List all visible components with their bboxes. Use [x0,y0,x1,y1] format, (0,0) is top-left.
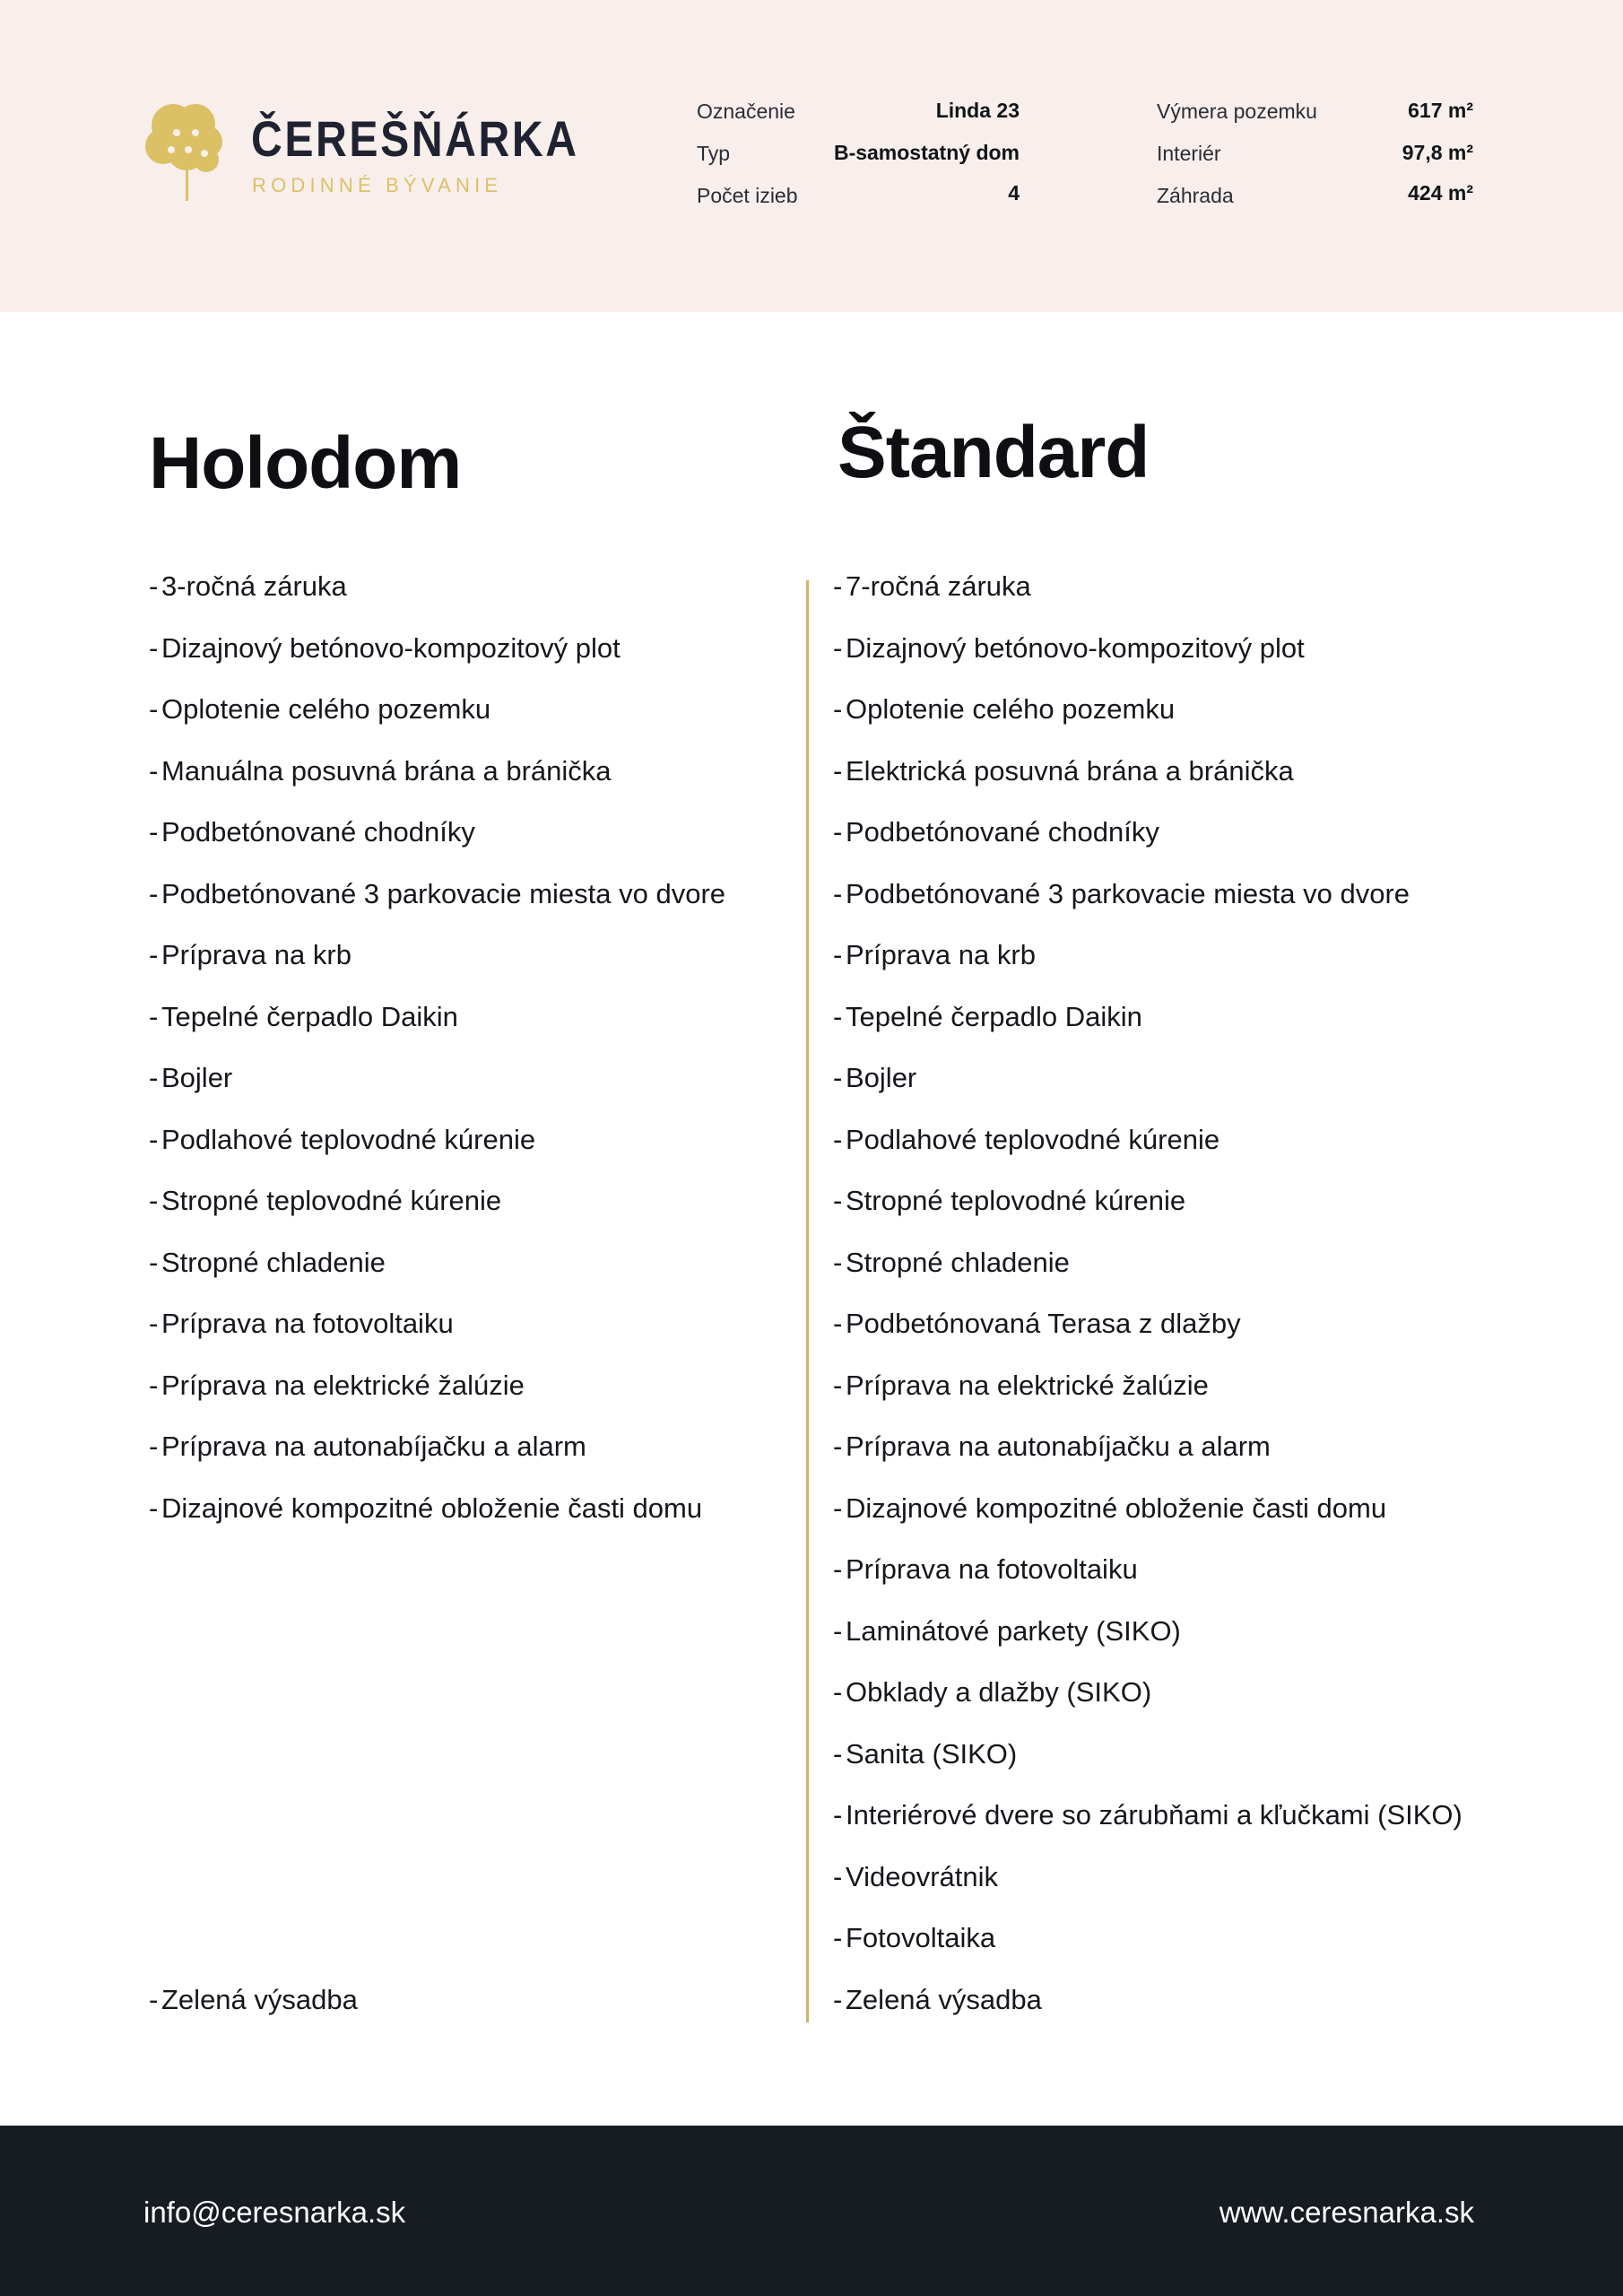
feature-list-item [833,631,1305,666]
feature-text: Interiérové dvere so zárubňami a kľučkami (SIKO) [846,1799,1462,1831]
feature-list-item [149,937,352,973]
list-dash: - [149,1431,159,1462]
feature-list-item [833,999,1142,1035]
feature-list-item [833,876,1410,912]
feature-text: Podbetónované chodníky [161,816,475,848]
feature-list-item [833,1674,1151,1710]
feature-text: Príprava na autonabíjačku a alarm [161,1431,586,1462]
list-dash: - [149,1492,159,1524]
spec-value-interier: 97,8 m² [1402,141,1473,164]
feature-list-item [833,1368,1209,1404]
feature-text: Tepelné čerpadlo Daikin [161,1000,458,1032]
feature-text: Príprava na elektrické žalúzie [161,1369,525,1401]
list-dash: - [149,1369,159,1401]
feature-text: Dizajnový betónovo-kompozitový plot [846,631,1305,664]
feature-list-item [149,1368,525,1404]
feature-list-item [149,1982,358,2018]
list-dash: - [833,1614,843,1647]
feature-text: Bojler [846,1062,917,1093]
spec-label-interier: Interiér [1157,142,1221,165]
feature-list-item [833,1060,916,1096]
list-dash: - [833,939,843,970]
feature-text: Stropné teplovodné kúrenie [846,1185,1186,1216]
feature-list-item [149,1245,386,1281]
spec-label-zahrada: Záhrada [1157,184,1234,207]
feature-list-item [149,1183,501,1219]
list-dash: - [833,1737,843,1770]
feature-list-item [149,1491,702,1526]
feature-list-item [833,1306,1241,1342]
feature-list-item [833,1982,1042,2018]
feature-list-item [833,1859,998,1895]
cherry-tree-icon [143,97,233,203]
feature-text: Podlahové teplovodné kúrenie [161,1123,536,1155]
feature-text: Oplotenie celého pozemku [846,693,1176,725]
list-dash: - [833,877,843,909]
column-divider [806,580,809,2022]
list-dash: - [149,1123,159,1155]
list-dash: - [149,816,159,848]
spec-label-typ: Typ [697,142,731,165]
feature-list-item [833,1736,1017,1772]
list-dash: - [833,1308,843,1339]
list-dash: - [149,1062,159,1093]
feature-list-item [149,1306,454,1342]
feature-list-item [149,1060,232,1096]
feature-list-item [149,631,621,666]
feature-list-item [833,1613,1181,1649]
list-dash: - [149,1185,159,1216]
spec-value-typ: B-samostatný dom [833,141,1020,164]
list-dash: - [833,1369,843,1401]
feature-list-item [149,1429,586,1465]
footer-email-link[interactable]: info@ceresnarka.sk [143,2196,406,2229]
feature-text: Dizajnové kompozitné obloženie časti domu [846,1492,1387,1524]
list-dash: - [833,693,843,725]
holodom-title: Holodom [149,422,462,504]
feature-list-item [833,1920,995,1956]
list-dash: - [833,1922,843,1953]
list-dash: - [833,1246,843,1278]
list-dash: - [833,570,843,602]
feature-text: Podlahové teplovodné kúrenie [846,1123,1220,1155]
list-dash: - [833,1983,843,2015]
spec-value-vymera-pozemku: 617 m² [1408,99,1473,122]
feature-list-item [833,937,1036,973]
list-dash: - [833,631,843,664]
list-dash: - [833,816,843,848]
feature-text: Príprava na elektrické žalúzie [846,1369,1209,1401]
feature-list-item [833,1552,1138,1587]
spec-value-zahrada: 424 m² [1408,181,1473,204]
feature-text: Videovrátnik [846,1860,999,1892]
spec-label-vymera-pozemku: Výmera pozemku [1157,100,1317,123]
list-dash: - [149,1000,159,1032]
feature-text: Zelená výsadba [846,1983,1042,2015]
spec-label-pocet-izieb: Počet izieb [697,184,798,207]
list-dash: - [149,1308,159,1339]
feature-text: Bojler [161,1062,233,1093]
footer-band [0,2126,1623,2296]
list-dash: - [149,939,159,970]
feature-text: Stropné chladenie [161,1246,386,1278]
feature-text: Stropné chladenie [846,1246,1070,1278]
feature-list-item [833,753,1294,789]
feature-text: Príprava na krb [161,939,352,970]
feature-text: Dizajnové kompozitné obloženie časti domu [161,1492,703,1524]
feature-list-item [149,569,347,604]
feature-text: Oplotenie celého pozemku [161,693,491,725]
feature-text: Podbetónované 3 parkovacie miesta vo dvore [846,877,1410,909]
brand-tagline: RODINNÉ BÝVANIE [252,174,503,196]
list-dash: - [833,1553,843,1585]
list-dash: - [833,1799,843,1831]
list-dash: - [833,1431,843,1462]
feature-text: Príprava na fotovoltaiku [161,1308,454,1339]
feature-list-item [833,814,1159,850]
feature-list-item [149,814,475,850]
feature-text: Stropné teplovodné kúrenie [161,1185,502,1216]
feature-text: Dizajnový betónovo-kompozitový plot [161,631,621,664]
feature-list-item [833,1245,1070,1281]
header-band [0,0,1623,312]
feature-text: 7-ročná záruka [846,570,1031,602]
list-dash: - [149,1983,159,2015]
feature-text: Tepelné čerpadlo Daikin [846,1000,1142,1032]
feature-list-item [833,1797,1462,1833]
feature-text: Fotovoltaika [846,1922,996,1953]
list-dash: - [149,631,159,664]
feature-text: Podbetónované 3 parkovacie miesta vo dvore [161,877,726,909]
list-dash: - [833,1062,843,1093]
list-dash: - [833,1676,843,1708]
feature-list-item [833,1491,1386,1526]
feature-list-item [149,1122,535,1158]
list-dash: - [833,754,843,787]
feature-list-item [833,691,1175,727]
feature-list-item [833,1183,1185,1219]
feature-list-item [149,753,612,789]
spec-value-pocet-izieb: 4 [1008,181,1020,204]
brand-name: ČEREŠŇÁRKA [251,110,579,167]
feature-list-item [149,876,725,912]
list-dash: - [833,1123,843,1155]
list-dash: - [149,754,159,787]
feature-list-item [833,569,1031,604]
feature-text: Príprava na fotovoltaiku [846,1553,1138,1585]
list-dash: - [833,1000,843,1032]
feature-text: Zelená výsadba [161,1983,358,2015]
list-dash: - [833,1860,843,1892]
list-dash: - [149,570,159,602]
feature-list-item [833,1429,1271,1465]
feature-text: Podbetónované chodníky [846,816,1159,848]
feature-list-item [149,691,490,727]
spec-value-oznacenie: Linda 23 [935,99,1020,122]
feature-list-item [833,1122,1219,1158]
spec-label-oznacenie: Označenie [697,100,795,123]
feature-text: Elektrická posuvná brána a bránička [846,754,1294,787]
feature-text: Príprava na krb [846,939,1036,970]
brand-logo[interactable] [143,97,579,204]
feature-text: Sanita (SIKO) [846,1737,1018,1770]
list-dash: - [833,1492,843,1524]
feature-text: Príprava na autonabíjačku a alarm [846,1431,1271,1462]
feature-text: Obklady a dlažby (SIKO) [846,1676,1152,1708]
list-dash: - [149,877,159,909]
list-dash: - [149,693,159,725]
list-dash: - [833,1185,843,1216]
list-dash: - [149,1246,159,1278]
footer-website-link[interactable]: www.ceresnarka.sk [1219,2196,1474,2229]
feature-text: Laminátové parkety (SIKO) [846,1614,1181,1647]
standard-title: Štandard [838,412,1150,493]
feature-text: Manuálna posuvná brána a bránička [161,754,612,787]
feature-text: 3-ročná záruka [161,570,347,602]
feature-text: Podbetónovaná Terasa z dlažby [846,1308,1241,1339]
feature-list-item [149,999,458,1035]
